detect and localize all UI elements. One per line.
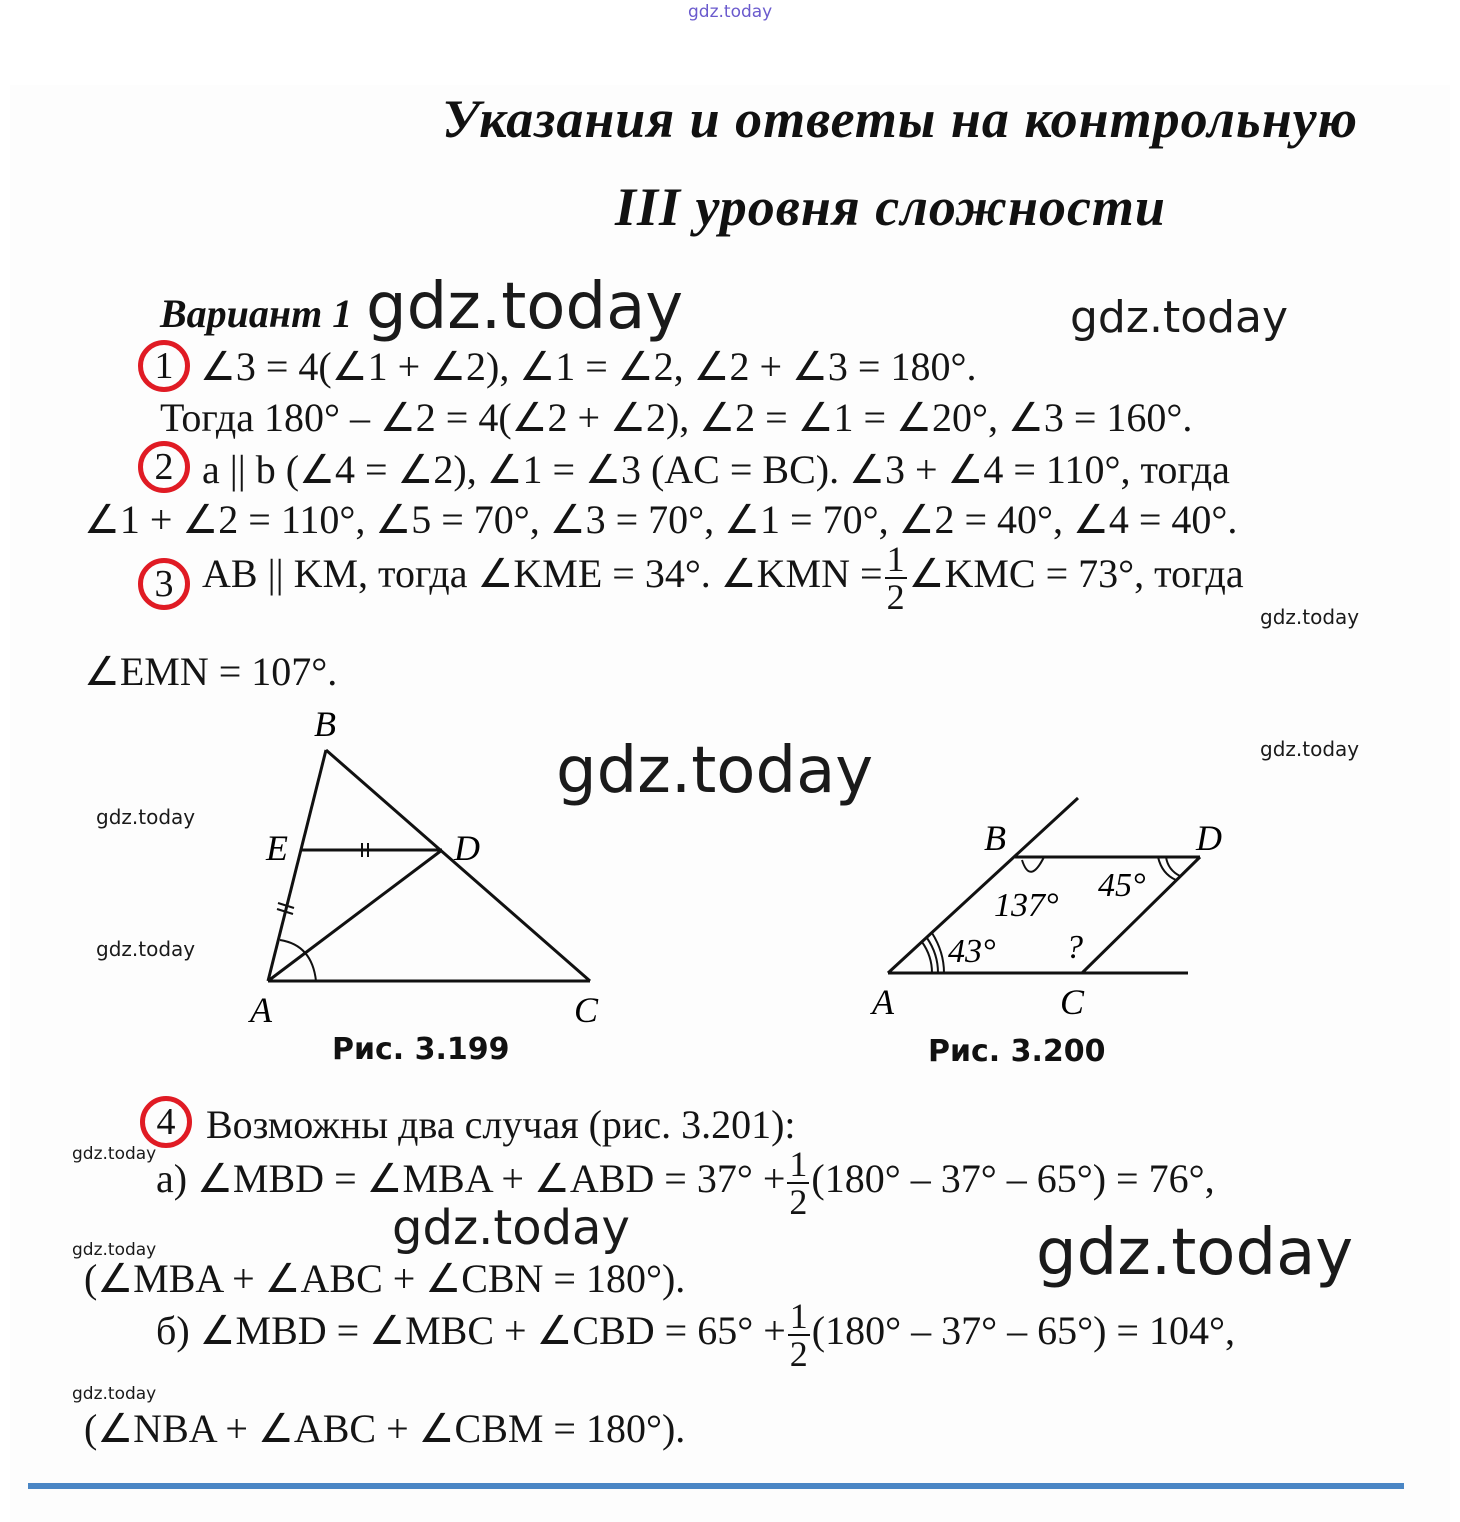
label-d: D <box>454 828 480 868</box>
watermark: gdz.today <box>72 1384 157 1404</box>
fraction-numerator: 1 <box>789 1296 808 1336</box>
task-4-case-b-note: (∠NBA + ∠ABC + ∠CBM = 180°). <box>84 1406 686 1451</box>
task-number-1: 1 <box>138 340 190 392</box>
top-watermark: gdz.today <box>688 2 773 22</box>
watermark: gdz.today <box>96 805 196 829</box>
watermark: gdz.today <box>1070 292 1289 343</box>
label-d: D <box>1196 818 1222 858</box>
label-e: E <box>266 828 288 868</box>
page-title-line2: III уровня сложности <box>615 177 1166 237</box>
task-4-case-b <box>156 1298 1235 1372</box>
watermark: gdz.today <box>392 1200 630 1256</box>
task-2-line1: a || b (∠4 = ∠2), ∠1 = ∠3 (AC = BC). ∠3 + ∠4 = 110°, тогда <box>202 447 1230 492</box>
angle-label-b: 137° <box>994 887 1059 924</box>
variant-heading: Вариант 1 <box>160 291 353 336</box>
task-3-text-b: ∠KMC = 73°, тогда <box>908 551 1244 597</box>
task-1-line2: Тогда 180° – ∠2 = 4(∠2 + ∠2), ∠2 = ∠1 = ∠20°, ∠3 = 160°. <box>160 395 1193 440</box>
fraction-denominator: 2 <box>886 577 905 617</box>
segment-ad <box>268 850 442 981</box>
task-1-line1: ∠3 = 4(∠1 + ∠2), ∠1 = ∠2, ∠2 + ∠3 = 180°. <box>200 344 977 389</box>
figure-3-199-caption: Рис. 3.199 <box>332 1032 510 1067</box>
task-number-2: 2 <box>138 441 190 493</box>
task-number-4: 4 <box>140 1096 192 1148</box>
watermark: gdz.today <box>96 937 196 961</box>
task-4-line1: Возможны два случая (рис. 3.201): <box>206 1102 796 1147</box>
task-2-line2: ∠1 + ∠2 = 110°, ∠5 = 70°, ∠3 = 70°, ∠1 = 70°, ∠2 = 40°, ∠4 = 40°. <box>84 497 1238 542</box>
watermark: gdz.today <box>556 734 874 808</box>
figure-3-200 <box>860 790 1240 1030</box>
label-c: C <box>574 990 599 1030</box>
fraction-denominator: 2 <box>789 1182 808 1222</box>
angle-arc-d-2 <box>1166 857 1180 876</box>
fraction-numerator: 1 <box>789 1144 808 1184</box>
angle-arc-a <box>280 940 316 981</box>
task-4-case-a <box>156 1146 1215 1220</box>
watermark: gdz.today <box>1036 1216 1354 1290</box>
section-divider <box>28 1483 1404 1489</box>
fraction-one-half <box>885 541 907 615</box>
label-a: A <box>250 990 272 1030</box>
angle-arc-b <box>1022 857 1044 872</box>
angle-label-a: 43° <box>948 933 996 970</box>
watermark: gdz.today <box>1260 737 1360 761</box>
fraction-one-half <box>787 1146 809 1220</box>
fraction-one-half <box>788 1298 810 1372</box>
case-b-end: (180° – 37° – 65°) = 104°, <box>811 1308 1235 1354</box>
figure-3-200-caption: Рис. 3.200 <box>928 1034 1106 1069</box>
watermark: gdz.today <box>366 270 684 344</box>
watermark: gdz.today <box>72 1240 157 1260</box>
fraction-numerator: 1 <box>886 539 905 579</box>
label-a: A <box>872 982 894 1022</box>
case-b-start: б) ∠MBD = ∠MBC + ∠CBD = 65° + <box>156 1308 786 1354</box>
task-3-line2: ∠EMN = 107°. <box>84 649 338 694</box>
label-b: B <box>984 818 1006 858</box>
task-3-text-a: AB || KM, тогда ∠KME = 34°. ∠KMN = <box>202 551 883 597</box>
watermark: gdz.today <box>72 1144 157 1164</box>
angle-label-c: ? <box>1066 929 1083 966</box>
page-title-line1: Указания и ответы на контрольную <box>442 89 1359 149</box>
watermark: gdz.today <box>1260 605 1360 629</box>
angle-arc-a-1 <box>922 942 932 973</box>
angle-label-d: 45° <box>1098 867 1146 904</box>
label-c: C <box>1060 982 1085 1022</box>
task-number-3: 3 <box>138 558 190 610</box>
task-3-line1 <box>202 541 1244 615</box>
label-b: B <box>314 704 336 744</box>
case-a-end: (180° – 37° – 65°) = 76°, <box>811 1156 1215 1202</box>
fraction-denominator: 2 <box>789 1334 808 1374</box>
task-4-case-a-note: (∠MBA + ∠ABC + ∠CBN = 180°). <box>84 1256 686 1301</box>
case-a-start: а) ∠MBD = ∠MBA + ∠ABD = 37° + <box>156 1156 786 1202</box>
